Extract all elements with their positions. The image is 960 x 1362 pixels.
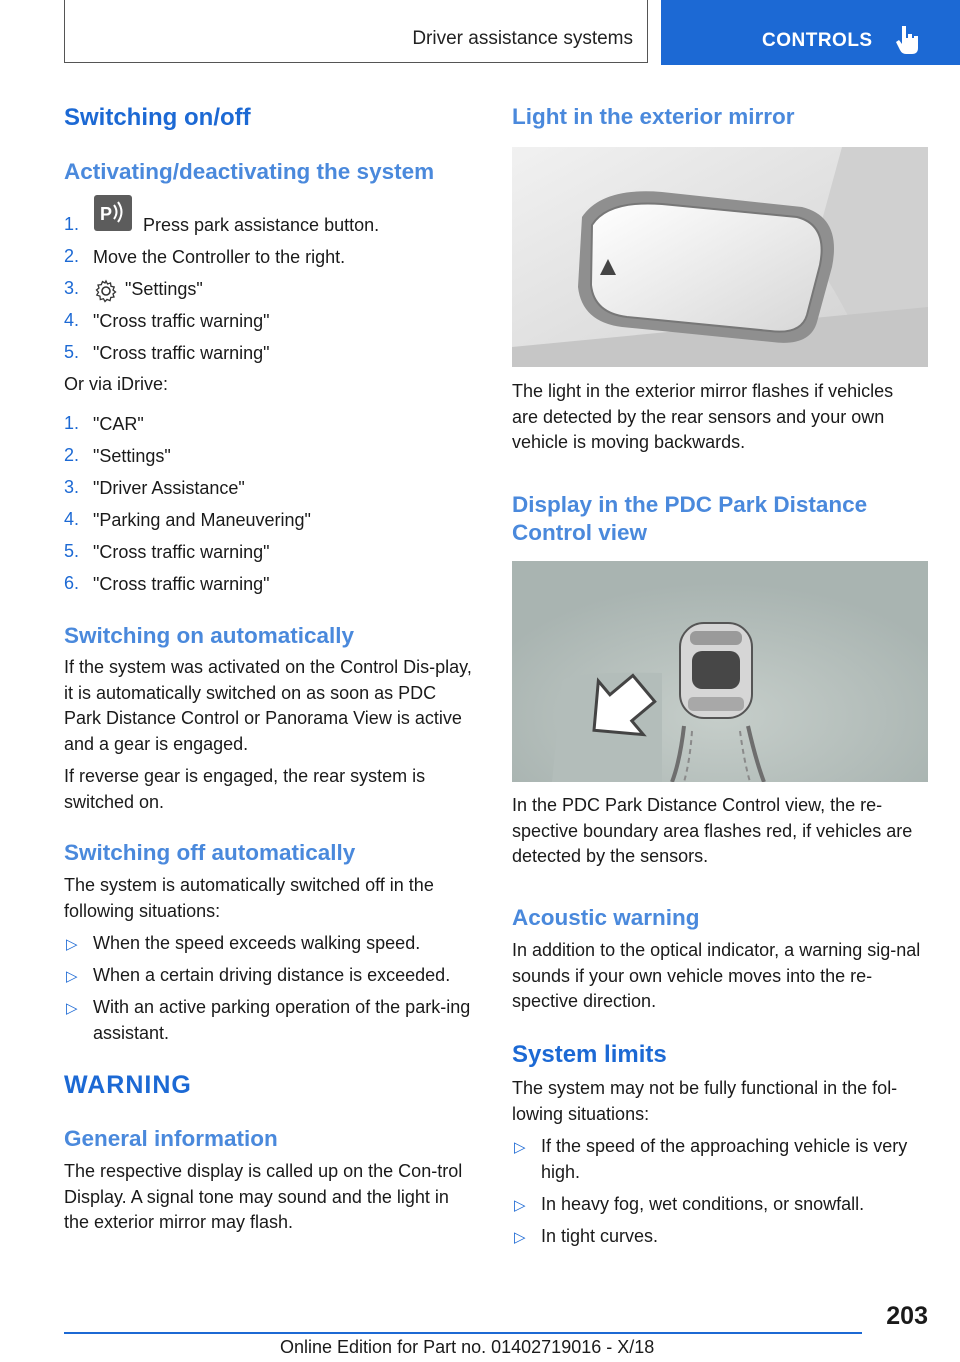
step-text: Press park assistance button.: [143, 215, 380, 235]
header-section-box: [64, 0, 648, 63]
bullet-text: If the speed of the approaching vehicle is very high.: [541, 1136, 908, 1182]
step-number: 2.: [64, 246, 80, 266]
heading-switching-off-automatically: Switching off automatically: [64, 840, 356, 865]
heading-general-information: General information: [64, 1126, 278, 1151]
warning-label: WARNING: [64, 1071, 192, 1099]
step-text: Move the Controller to the right.: [93, 247, 346, 267]
step-number: 3.: [64, 477, 80, 497]
header-section-title: Driver assistance systems: [412, 28, 633, 49]
auto-on-paragraph-2: If reverse gear is engaged, the rear system is switched on.: [64, 766, 426, 812]
acoustic-paragraph: In addition to the optical indicator, a warning sig-nal sounds if your own vehicle moves into the re-spective direction.: [512, 940, 921, 1011]
heading-activating: Activating/deactivating the system: [64, 159, 435, 184]
step-number: 4.: [64, 310, 80, 330]
step-number: 6.: [64, 573, 80, 593]
bullet-triangle-icon: ▷: [514, 1197, 526, 1214]
step-number: 3.: [64, 278, 80, 298]
heading-acoustic-warning: Acoustic warning: [512, 905, 700, 930]
heading-system-limits: System limits: [512, 1041, 667, 1068]
step-number: 5.: [64, 541, 80, 561]
bullet-text: In tight curves.: [541, 1226, 659, 1246]
step-text: "Parking and Maneuvering": [93, 510, 311, 530]
pdc-view-image: [512, 561, 928, 782]
bullet-triangle-icon: ▷: [66, 1000, 78, 1017]
step-number: 2.: [64, 445, 80, 465]
bullet-text: With an active parking operation of the park-ing assistant.: [93, 997, 471, 1043]
step-text: "Cross traffic warning": [93, 574, 270, 594]
step-number: 1.: [64, 214, 80, 234]
heading-display-pdc: Display in the PDC Park Distance Control view: [512, 492, 868, 545]
heading-light-exterior-mirror: Light in the exterior mirror: [512, 104, 795, 129]
bullet-text: In heavy fog, wet conditions, or snowfall.: [541, 1194, 865, 1214]
step-text: "Driver Assistance": [93, 478, 245, 498]
bullet-triangle-icon: ▷: [66, 968, 78, 985]
footer-rule: [64, 1332, 862, 1334]
step-text: "Cross traffic warning": [93, 343, 270, 363]
gear-icon: [94, 279, 118, 303]
park-assist-button-icon: [94, 195, 132, 231]
heading-switching-on-automatically: Switching on automatically: [64, 623, 355, 648]
step-text: "Settings": [125, 279, 203, 299]
svg-text:P: P: [100, 204, 113, 224]
page-number: 203: [886, 1302, 928, 1330]
bullet-text: When a certain driving distance is exceeded.: [93, 965, 451, 985]
step-text: "Cross traffic warning": [93, 542, 270, 562]
step-text: "Cross traffic warning": [93, 311, 270, 331]
pointing-hand-icon: [894, 24, 924, 58]
step-text: "Settings": [93, 446, 171, 466]
step-text: "CAR": [93, 414, 144, 434]
bullet-triangle-icon: ▷: [514, 1139, 526, 1156]
auto-off-paragraph: The system is automatically switched off in the following situations:: [64, 875, 434, 921]
footer-edition-text: Online Edition for Part no. 01402719016 - X/18: [280, 1337, 655, 1357]
exterior-mirror-image: [512, 147, 928, 367]
light-paragraph: The light in the exterior mirror flashes if vehicles are detected by the rear sensors and your own vehicle is moving backwards.: [512, 381, 894, 452]
step-number: 5.: [64, 342, 80, 362]
bullet-triangle-icon: ▷: [66, 936, 78, 953]
bullet-text: When the speed exceeds walking speed.: [93, 933, 421, 953]
header-chapter-title: CONTROLS: [762, 30, 873, 51]
bullet-triangle-icon: ▷: [514, 1229, 526, 1246]
general-paragraph: The respective display is called up on the Con-trol Display. A signal tone may sound and the light in the exterior mirror may flash.: [64, 1161, 463, 1232]
step-number: 4.: [64, 509, 80, 529]
or-idrive-text: Or via iDrive:: [64, 374, 169, 394]
display-paragraph: In the PDC Park Distance Control view, the re-spective boundary area flashes red, if vehicles are detected by the sensors.: [512, 795, 913, 866]
auto-on-paragraph: If the system was activated on the Control Dis-play, it is automatically switched on as soon as PDC Park Distance Control or Panorama View is active and a gear is engaged.: [64, 657, 472, 754]
step-number: 1.: [64, 413, 80, 433]
heading-switching-on-off: Switching on/off: [64, 104, 251, 131]
limits-paragraph: The system may not be fully functional in the fol-lowing situations:: [512, 1078, 898, 1124]
